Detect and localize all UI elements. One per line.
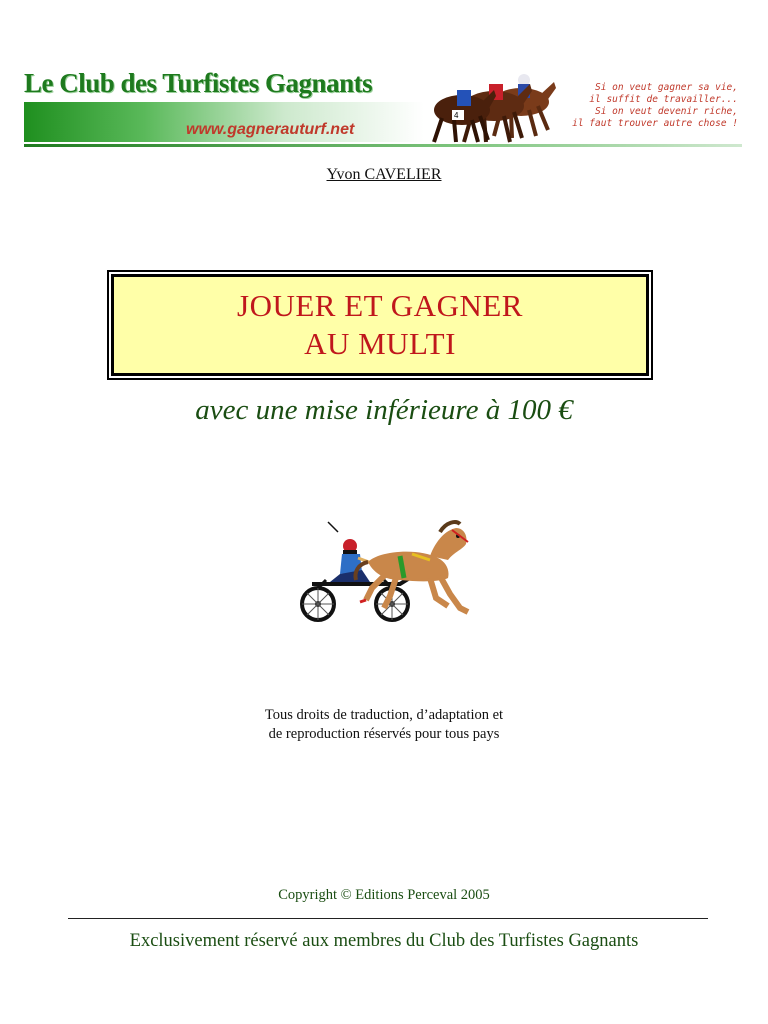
banner-url[interactable]: www.gagnerauturf.net bbox=[186, 121, 355, 138]
title-box bbox=[107, 270, 653, 380]
title-line-2: AU MULTI bbox=[304, 326, 456, 361]
trotter-sulky-image bbox=[300, 512, 470, 627]
site-banner bbox=[24, 44, 744, 148]
banner-quote: Si on veut gagner sa vie, il suffit de travailler... Si on veut devenir riche, il faut trouver autre chose ! bbox=[572, 82, 738, 129]
title-line-1: JOUER ET GAGNER bbox=[237, 288, 523, 323]
author-name: Yvon CAVELIER bbox=[326, 166, 442, 183]
banner-underline bbox=[24, 144, 742, 147]
rights-notice: Tous droits de traduction, d’adaptation et de reproduction réservés pour tous pays bbox=[264, 707, 504, 742]
copyright: Copyright © Editions Perceval 2005 bbox=[278, 887, 490, 903]
racing-horses-image bbox=[426, 44, 556, 144]
svg-text:4: 4 bbox=[454, 111, 459, 120]
banner-title: Le Club des Turfistes Gagnants bbox=[24, 68, 373, 98]
footer-text: Exclusivement réservé aux membres du Club des Turfistes Gagnants bbox=[129, 931, 639, 951]
subtitle: avec une mise inférieure à 100 € bbox=[195, 394, 573, 426]
footer-divider bbox=[68, 918, 708, 919]
title-box-inner bbox=[111, 274, 649, 376]
